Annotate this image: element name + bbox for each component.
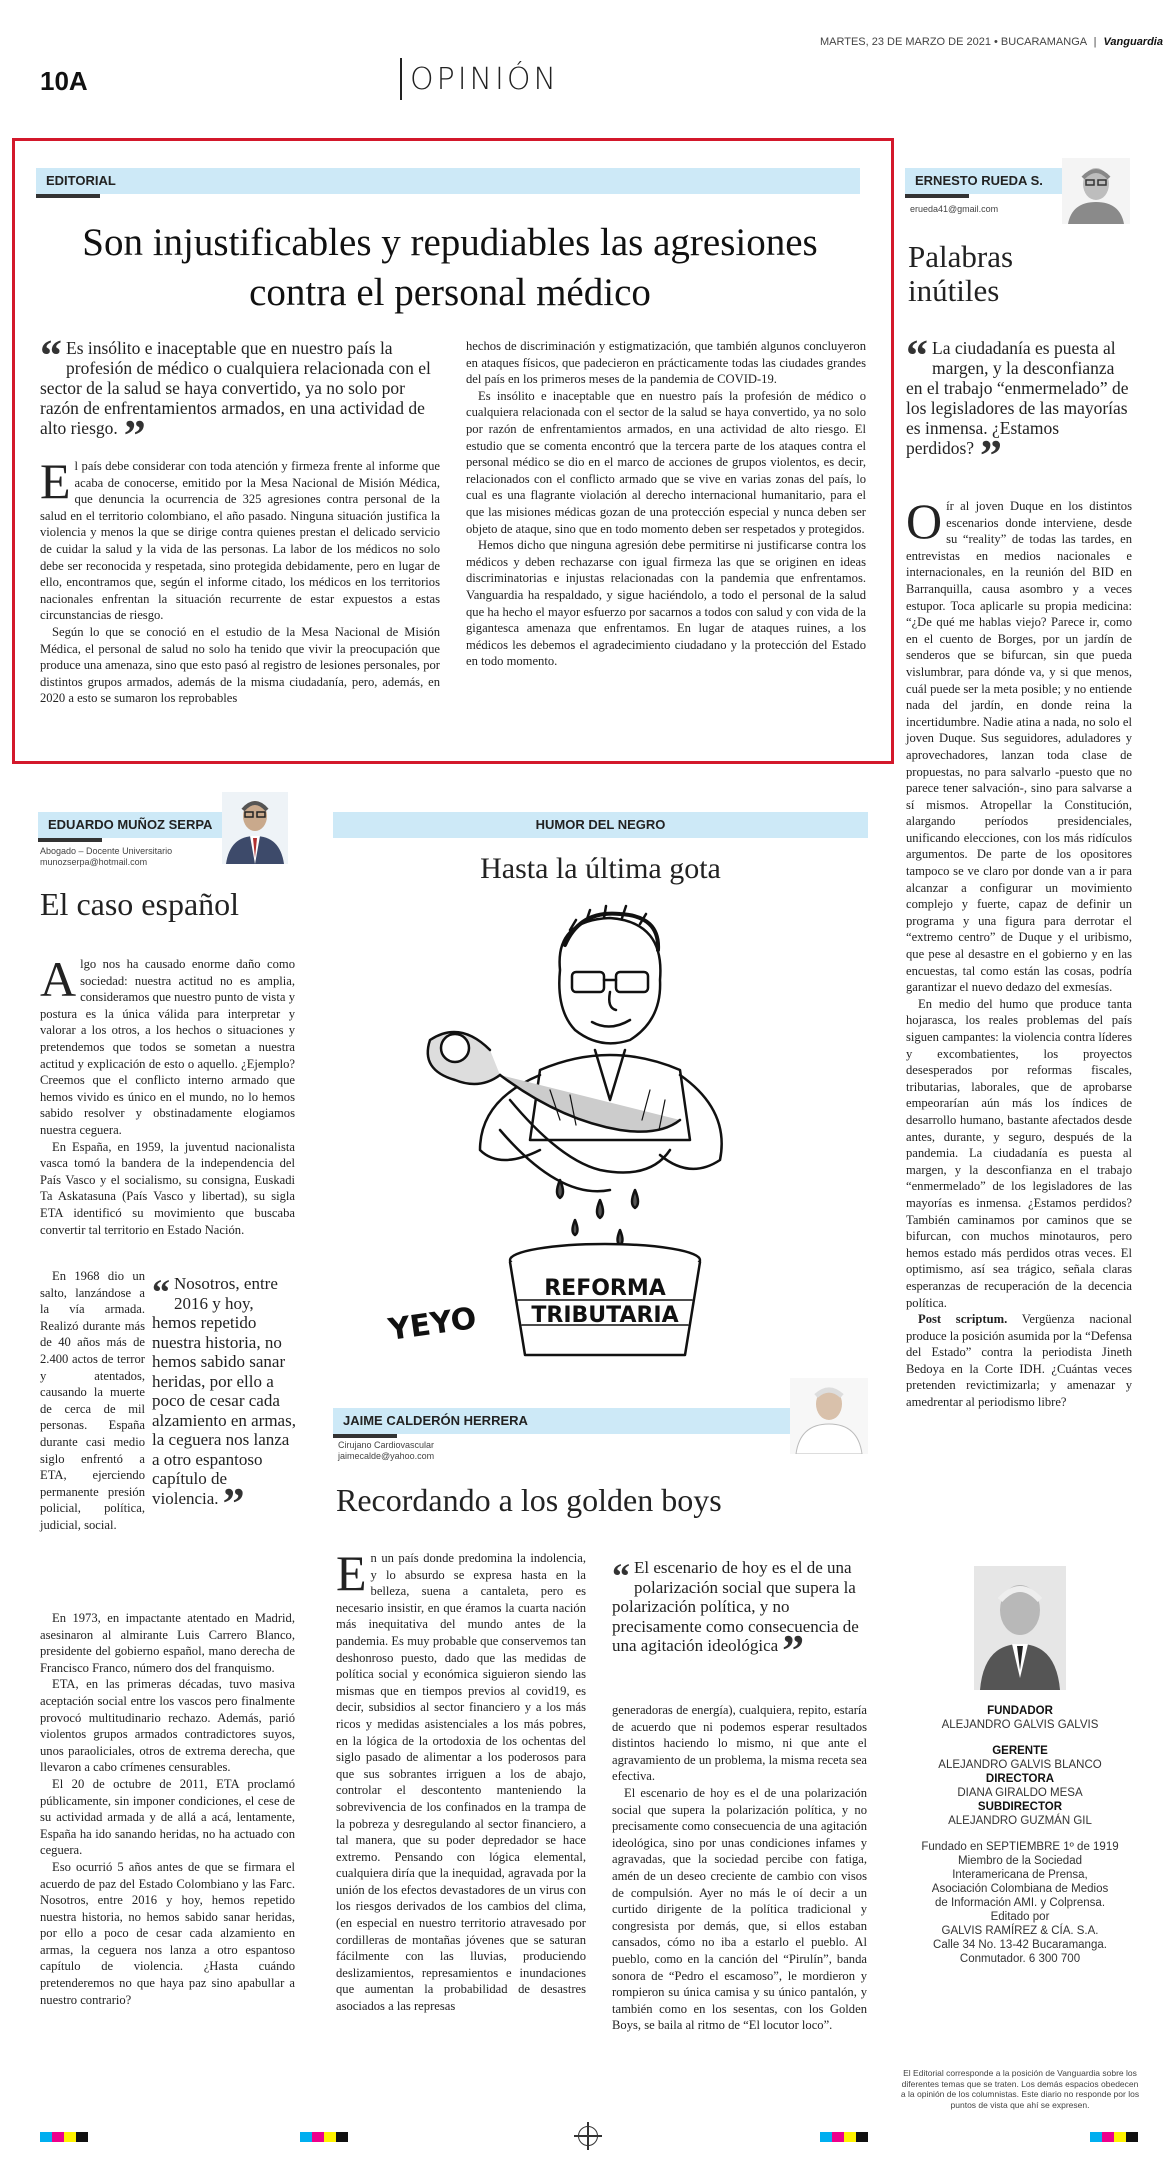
- editorial-pull-quote: [40, 331, 440, 460]
- paragraph-text: ír al joven Duque en los distintos escenarios donde interviene, desde su “reality” de todas las tardes, en entrevistas en medios nacionales e internacionales, en la reunión del BID en Barranquilla, causa asombro y a veces estupor. Toca aplicarle su propia medicina: “¿De qué me hablas viejo? Parece ir, como en el cuento de Borges, por un jardín de senderos que se bifurcan, sin que pueda vislumbrar, para dónde va, y si que menos, cuál puede ser la meta posible; y no entiende nada del jardín, en donde reina la incertidumbre. Nadie atina a nada, no solo el joven Duque. Sus seguidores, aduladores y aprovechadores, lanzan toda clase de propuestas, no para salvarlo -puesto que no parece tener salvación-, sino para salvarse a sí mismos. Atropellar la Constitución, alargando períodos presidenciales, unificando elecciones, con los más ridículos argumentos. De parte de los opositores tampoco se ve claro por donde van a ir para alcanzar a configurar un movimiento complejo y fuerte, capaz de definir un programa y una figura para derrotar el “extremo centro” de Duque y el uribismo, que pese al desastre en el gobierno y en las encuestas, tal como están las cosas, podría garantizar el nuevo dedazo del exmesías.: [906, 499, 1132, 995]
- dropcap: O: [906, 493, 943, 549]
- cartoon-title: Hasta la última gota: [480, 852, 721, 885]
- editorial-column-2: [466, 338, 866, 670]
- dropcap: E: [336, 1545, 367, 1601]
- paragraph: ETA, en las primeras décadas, tuvo masiva aceptación social entre los vascos pero finalmente provocó multitudinario rechazo. Además, parió violentos grupos armados contradictores suyos, unos paraoliciales, otros de extrema derecha, que llevaron a cabo crímenes censurables.: [40, 1677, 295, 1775]
- author-photo-calderon: [790, 1378, 868, 1454]
- registration-mark: [40, 2132, 52, 2142]
- rueda-column: [906, 493, 1132, 1411]
- author-name: JAIME CALDERÓN HERRERA: [343, 1413, 528, 1428]
- masthead-manager-role: GERENTE: [992, 1745, 1048, 1757]
- masthead-director-role: DIRECTORA: [985, 1773, 1055, 1785]
- postscript-label: Post scriptum.: [918, 1312, 1008, 1327]
- quote-close-icon: ”: [222, 1478, 245, 1528]
- pull-quote: [152, 1272, 297, 1528]
- paragraph: El 20 de octubre de 2011, ETA proclamó públicamente, sin imponer condiciones, el cese de su actividad armada y de allá a acá, lentamente, España ha ido sanando heridas, no ha actuado con ceguera.: [40, 1776, 295, 1858]
- paragraph: [40, 951, 295, 1139]
- paragraph: Según lo que se conoció en el estudio de la Mesa Nacional de Misión Médica, el personal de salud no solo ha tenido que vivir la preocupación que produce una amenaza, sino que esto pasó al registro de lesiones personales, por distintos grupos armados, además de la misma ciudadanía, pero, además, en 2020 a esto se sumaron los reprobables: [40, 624, 440, 706]
- masthead-info-line: Conmutador. 6 300 700: [959, 1953, 1081, 1965]
- quote-open-icon: “: [40, 331, 62, 380]
- column-title: El caso español: [40, 886, 240, 922]
- section-divider: [400, 58, 402, 100]
- registration-mark: [1102, 2132, 1114, 2142]
- registration-target-line: [587, 2122, 589, 2150]
- paragraph: hechos de discriminación y estigmatización, que también algunos concluyeron en ataques físicos, que padecieron en prácticamente todas las ciudades grandes del país en los primeros meses de la pandemia de COVID-19.: [466, 339, 866, 387]
- registration-mark: [856, 2132, 868, 2142]
- registration-mark: [1114, 2132, 1126, 2142]
- masthead-director: DIANA GIRALDO MESA: [957, 1787, 1083, 1799]
- author-tag-calderon: [333, 1408, 868, 1434]
- pull-quote-text: El escenario de hoy es el de una polarización social que supera la polarización política, y no precisamente como consecuencia de una agitación ideológica: [612, 1558, 859, 1655]
- quote-close-icon: ”: [123, 411, 146, 460]
- author-info: [338, 1440, 434, 1462]
- column-title: Palabras inútiles: [908, 239, 1014, 308]
- paragraph: [906, 493, 1132, 996]
- munoz-column-top: [40, 951, 295, 1238]
- calderon-column-1: [336, 1545, 586, 2015]
- masthead-founder: ALEJANDRO GALVIS GALVIS: [941, 1719, 1099, 1731]
- masthead: [900, 1700, 1140, 1966]
- tag-underline: [905, 194, 969, 198]
- registration-mark: [336, 2132, 348, 2142]
- masthead-info-line: Fundado en SEPTIEMBRE 1º de 1919: [921, 1841, 1119, 1853]
- munoz-column-bottom: [40, 1610, 295, 2008]
- registration-mark: [1126, 2132, 1138, 2142]
- quote-close-icon: ”: [980, 431, 1003, 480]
- author-info: [40, 846, 172, 868]
- paragraph: [40, 453, 440, 624]
- paragraph: Hemos dicho que ninguna agresión debe permitirse ni justificarse contra los médicos y deben rechazarse con igual firmeza las que se originen en ideas discriminatorias e injustas relacionadas con la pandemia que enfrentamos. Vanguardia ha respaldado, y sigue haciéndolo, a todo el personal de la salud que ha hecho el mayor esfuerzo por sacarnos a todos con salud y con vida de la gigantesca amenaza que enfrentamos. En lugar de ataques ruines, a los médicos les debemos el agradecimiento ciudadano y la protección del Estado en todo momento.: [466, 538, 866, 669]
- registration-mark: [324, 2132, 336, 2142]
- masthead-info-line: Calle 34 No. 13-42 Bucaramanga.: [933, 1939, 1107, 1951]
- author-email: munozserpa@hotmail.com: [40, 857, 148, 867]
- masthead-info-line: de Información AMI. y Colprensa.: [934, 1897, 1106, 1909]
- masthead-founder-role: FUNDADOR: [987, 1705, 1053, 1717]
- author-name: ERNESTO RUEDA S.: [915, 173, 1043, 188]
- paragraph: En 1973, en impactante atentado en Madrid, asesinaron al almirante Luis Carrero Blanco, presidente del gobierno español, mano derecha de Francisco Franco, número dos del franquismo.: [40, 1611, 295, 1675]
- author-email: jaimecalde@yahoo.com: [338, 1451, 435, 1461]
- masthead-info-line: Miembro de la Sociedad: [957, 1855, 1082, 1867]
- registration-mark: [64, 2132, 76, 2142]
- editorial-tag-label: EDITORIAL: [46, 173, 116, 188]
- cartoonist-signature: YEYO: [386, 1300, 479, 1348]
- paragraph: generadoras de energía), cualquiera, repito, estaría de acuerdo que ni podemos esperar resultados distintos haciendo lo mismo, ni que ante el agravamiento de un problema, la misma receta sea efectiva.: [612, 1703, 867, 1784]
- paragraph: [906, 1311, 1132, 1411]
- paragraph: Eso ocurrió 5 años antes de que se firmara el acuerdo de paz del Estado Colombiano y las Farc. Nosotros, entre 2016 y hoy, hemos repetido nuestra historia, no hemos sabido sanar heridas, por ello a poco de cesar cada alzamiento en armas, la ceguera nos lanza a otro espantoso capítulo de violencia. ¿Hasta cuándo pretenderemos no que haya paz sino apabullar a nuestro contrario?: [40, 1859, 295, 2007]
- dropcap: A: [40, 951, 77, 1007]
- quote-open-icon: “: [612, 1556, 630, 1596]
- postscript-text: Vergüenza nacional produce la posición asumida por la “Defensa del Estado” contra la periodista Jineth Bedoya en la Corte IDH. ¿Cuántas veces pretenden revictimizarla; y amenazar y amedrentar al periodismo libre?: [906, 1312, 1132, 1410]
- author-name: EDUARDO MUÑOZ SERPA: [48, 817, 213, 832]
- masthead-subdirector-role: SUBDIRECTOR: [977, 1801, 1063, 1813]
- author-tag-rueda: [905, 168, 1075, 194]
- tag-underline: [38, 838, 102, 842]
- masthead-info-line: Asociación Colombiana de Medios: [931, 1883, 1109, 1895]
- page-number: 10A: [40, 66, 88, 96]
- paragraph-text: n un país donde predomina la indolencia, y lo absurdo se expresa hasta en la belleza, suena a cantaleta, pero es necesario insistir, en que éramos la cuarta nación más inequitativa del mundo antes de la pandemia. Es muy probable que conservemos tan deshonroso puesto, dado que las medidas de política social y económica siguieron siendo las mismas que en tiempos previos al covid19, es decir, subsidios al sector financiero y a los más ricos y medidas asistenciales a los más pobres, en la lógica de la ortodoxia de los ochentas del siglo pasado de alimentar a los poderosos para que sus sobrantes irriguen a los de abajo, controlar el descontento manteniendo la sobrevivencia de los confinados en la trampa de la pobreza y desregulando al sector financiero, a tal manera, que su poder depredador se hace extremo. Pensando con lógica elemental, cualquiera diría que la inequidad, agravada por la unión de los efectos devastadores de un virus con los riesgos derivados de los cambios del clima, (en especial en nuestro territorio atravesado por cordilleras de montañas jóvenes que se saturan fácilmente con las lluvias, produciendo deslizamientos, represamientos e inundaciones que aumentan la probabilidad de desastres asociados a las represas: [336, 1551, 586, 2014]
- dropcap: E: [40, 453, 71, 509]
- humor-tag: [333, 812, 868, 838]
- dateline: MARTES, 23 DE MARZO DE 2021 • BUCARAMANGA | Vanguardia: [820, 36, 1163, 48]
- founder-portrait: [974, 1566, 1066, 1690]
- pot-label-2: TRIBUTARIA: [531, 1303, 679, 1328]
- author-email: erueda41@gmail.com: [910, 204, 999, 214]
- tag-underline: [36, 194, 100, 198]
- brand-logo: Vanguardia: [1103, 36, 1163, 48]
- quote-close-icon: ”: [782, 1626, 805, 1675]
- registration-mark: [300, 2132, 312, 2142]
- humor-tag-label: HUMOR DEL NEGRO: [535, 817, 666, 832]
- pull-quote: [612, 1556, 867, 1675]
- registration-mark: [820, 2132, 832, 2142]
- calderon-column-2: [612, 1702, 867, 2034]
- editorial-tag: [36, 168, 860, 194]
- paragraph: [336, 1545, 586, 2015]
- tag-underline: [333, 1434, 397, 1438]
- quote-open-icon: “: [152, 1272, 170, 1312]
- paragraph: En España, en 1959, la juventud nacionalista vasca tomó la bandera de la independencia del País Vasco y el socialismo, su consigna, Euskadi Ta Askatasuna (País Vasco y libertad), su sigla ETA identificó su movimiento que buscaba convertir tal territorio en Estado Nación.: [40, 1139, 295, 1237]
- section-title: OPINIÓN: [410, 62, 559, 97]
- cartoon-illustration: [360, 900, 810, 1360]
- paragraph: Es insólito e inaceptable que en nuestro país la profesión de médico o cualquiera relacionada con el sector de la salud se haya convertido, ya no solo por razón de enfrentamientos armados, en una actividad de alto riesgo. El estudio que se comenta encontró que la tercera parte de los ataques contra el personal médico se dio en el marco de acciones de grupos violentos, es decir, relacionados con el conflicto armado que se vive en varias zonas del país, lo cual es una flagrante violación al derecho internacional humanitario, para el que las misiones médicas gozan de una protección especial y nunca deben ser objeto de ataque, sino que en todo momento deben ser respetados y protegidos.: [466, 388, 866, 536]
- munoz-column-narrow: [40, 1268, 145, 1534]
- pot-label-1: REFORMA: [544, 1276, 666, 1301]
- registration-mark: [832, 2132, 844, 2142]
- author-photo-rueda: [1062, 158, 1130, 224]
- masthead-info-line: Interamericana de Prensa,: [952, 1869, 1088, 1881]
- registration-mark: [76, 2132, 88, 2142]
- registration-mark: [312, 2132, 324, 2142]
- registration-mark: [844, 2132, 856, 2142]
- column-title: Recordando a los golden boys: [336, 1482, 722, 1518]
- pull-quote-text: Nosotros, entre 2016 y hoy, hemos repetido nuestra historia, no hemos sabido sanar heridas, por ello a poco de cesar cada alzamiento en armas, la ceguera nos lanza a otro espantoso capítulo de violencia.: [152, 1274, 296, 1508]
- author-role: Cirujano Cardiovascular: [338, 1440, 435, 1450]
- editorial-headline: Son injustificables y repudiables las agresiones contra el personal médico: [82, 221, 818, 314]
- masthead-info-line: Editado por: [990, 1911, 1050, 1923]
- masthead-info: [900, 1840, 1140, 1966]
- registration-mark: [52, 2132, 64, 2142]
- paragraph-text: lgo nos ha causado enorme daño como sociedad: nuestra actitud no es amplia, consideramos que nuestro punto de vista y postura es la única válida para interpretar y valorar a los otros, a los hechos o situaciones y pretendemos que todos se sometan a nuestra actitud y explicación de esto o aquello. ¿Ejemplo? Creemos que el conflicto interno armado que hemos vivido es único en el mundo, no lo hemos sabido resolver y obstinadamente elogiamos nuestra ceguera.: [40, 957, 295, 1137]
- author-role: Abogado – Docente Universitario: [40, 846, 173, 856]
- paragraph: El escenario de hoy es el de una polarización social que supera la polarización política, y no precisamente como consecuencia de una agitación ideológica, sino por unas condiciones infames y agravadas, que la sociedad percibe con fatiga, amén de un deseo creciente de cambio con visos de compulsión. Ayer no más le oí decir a un curtido dirigente de la política tradicional y congresista por demás, que, si ellos estaban cansados, cómo no iba a estarlo el pueblo. Al pueblo, como en la canción del “Pirulín”, banda sonora de “Pedro el escamoso”, le mordieron y rompieron su única camisa y su único pantalón, y también como en los sesentas, con los Golden Boys, se baila al ritmo de “El locutor loco”.: [612, 1785, 867, 2033]
- masthead-subdirector: ALEJANDRO GUZMÁN GIL: [948, 1815, 1092, 1827]
- registration-mark: [1090, 2132, 1102, 2142]
- paragraph: En medio del humo que produce tanta hojarasca, los reales problemas del país siguen campantes: la violencia contra líderes y excombatientes, los proyectos desesperados por reformas fiscales, tributarias, laborales, que de aprobarse empeorarían aún más los índices de desarrollo humano, bastante afectados desde antes, durante, y seguro, después de la pandemia. La ciudadanía es puesta al margen, y la desconfianza en el trabajo “enmermelado” de los legisladores de las mayorías es inmensa. ¿Estamos perdidos? También caminamos por caminos que se bifurcan, con muchos minotauros, pero hemos estado más perdidos otras veces. El optimismo, así sea trágico, señala claras esperanzas de recuperación de la decencia política.: [906, 996, 1132, 1310]
- pull-quote-text: Es insólito e inaceptable que en nuestro país la profesión de médico o cualquiera relacionada con el sector de la salud se haya convertido, ya no solo por razón de enfrentamientos armados, en una actividad de alto riesgo.: [40, 338, 431, 438]
- quote-open-icon: “: [906, 331, 928, 380]
- paragraph-text: l país debe considerar con toda atención y firmeza frente al informe que acaba de conocerse, emitido por la Mesa Nacional de Misión Médica, que denuncia la ocurrencia de 325 agresiones contra personal de la salud en el territorio colombiano, el año pasado. Ninguna situación justifica la violencia y menos la que se dirige contra quienes prestan el delicado servicio de cuidar la salud y la vida de las personas. La labor de los médicos no solo debe ser reconocida y respetada, sino protegida debidamente, pero en lugar de ello, encontramos que, según el informe citado, los médicos en los territorios nacionales enfrentan la situación recurrente de estar expuestos a estas circunstancias de riesgo.: [40, 459, 440, 623]
- editorial-column-1: [40, 453, 440, 707]
- paragraph: En 1968 dio un salto, lanzándose a la vía armada. Realizó durante más de 40 años más de 2.400 actos de terror y atentados, causando la muerte de cerca de mil personas. España durante casi medio siglo enfrentó a ETA, ejerciendo permanente presión policial, política, judicial, social.: [40, 1269, 145, 1532]
- masthead-info-line: GALVIS RAMÍREZ & CÍA. S.A.: [941, 1925, 1099, 1937]
- pull-quote: [906, 331, 1131, 480]
- pull-quote-text: La ciudadanía es puesta al margen, y la desconfianza en el trabajo “enmermelado” de los legisladores de las mayorías es inmensa. ¿Estamos perdidos?: [906, 338, 1129, 458]
- author-photo-munoz: [222, 792, 288, 864]
- dateline-text: MARTES, 23 DE MARZO DE 2021 • BUCARAMANGA: [820, 36, 1087, 48]
- masthead-manager: ALEJANDRO GALVIS BLANCO: [938, 1759, 1102, 1771]
- editorial-disclaimer: El Editorial corresponde a la posición de Vanguardia sobre los diferentes temas que se traten. Los demás espacios obedecen a la opinión de los columnistas. Este diario no responde por los puntos de vista que ahí se expresen.: [900, 2068, 1140, 2110]
